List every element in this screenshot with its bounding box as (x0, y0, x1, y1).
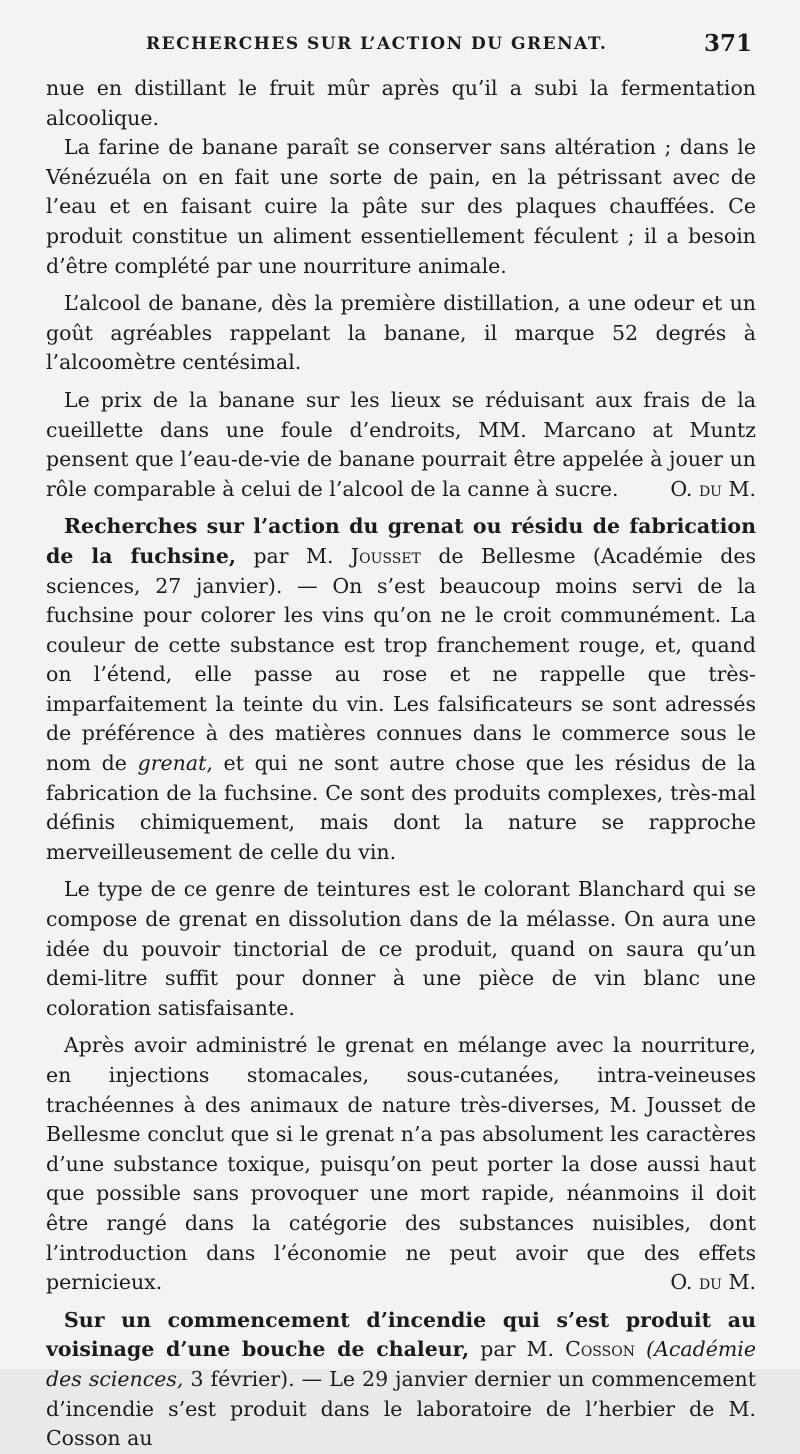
paragraph-banana-flour: La farine de banane paraît se conserver sans altération ; dans le Vénézuéla on en fait une sorte de pain, en la pétrissant avec de l’eau et en faisant cuire la pâte sur des plaques chauffées. Ce produit constitue un aliment essentiellement féculent ; il a besoin d’être complété par une nourriture animale. (46, 135, 756, 278)
paragraph-banana-alcohol: L’alcool de banane, dès la première distillation, a une odeur et un goût agréables rappelant la banane, il marque 52 degrés à l’alcoomètre centésimal. (46, 291, 756, 375)
paragraph-colorant: Le type de ce genre de teintures est le colorant Blanchard qui se compose de grenat en dissolution dans de la mélasse. On aura une idée du pouvoir tinctorial de ce produit, quand on saura qu’un demi-litre suffit pour donner à une pièce de vin blanc une coloration satisfaisante. (46, 877, 756, 1020)
article-byline-prefix: par M. (253, 543, 334, 568)
paragraph-text: Le prix de la banane sur les lieux se réduisant aux frais de la cueillette dans une foule d’endroits, MM. Marcano at Muntz pensent que l’eau-de-vie de banane pourrait être appelée à jouer un rôle comparable à celui de l’alcool de la canne à sucre. (46, 387, 756, 501)
article-incendie (46, 1306, 756, 1454)
article-byline-rest: de Bellesme (Académie des sciences, 27 janvier). — (46, 543, 756, 598)
signature: O. du M. (670, 476, 756, 501)
paragraph-banana-price (46, 386, 756, 504)
article-date: 3 février). — (190, 1366, 323, 1391)
page-header (48, 30, 752, 66)
paragraph-text: Après avoir administré le grenat en mélange avec la nourriture, en injections stomacales, sous-cutanées, intra-veineuses trachéennes à des animaux de nature très-diverses, M. Jousset de Bellesme conclut que si le grenat n’a pas absolument les caractères d’une substance toxique, puisqu’on peut porter la dose aussi haut que possible sans provoquer une mort rapide, néanmoins il doit être rangé dans la catégorie des substances nuisibles, dont l’introduction dans l’économie ne peut avoir que des effets pernicieux. (46, 1033, 756, 1295)
article-text: Le 29 janvier dernier un commencement d’incendie s’est produit dans le laboratoire de l’herbier de M. Cosson au (46, 1366, 756, 1451)
page-body (46, 74, 756, 1454)
article-text-continued: , et qui ne sont autre chose que les résidus de la fabrication de la fuchsine. Ce sont des produits complexes, très-mal définis chimiquement, mais dont la nature se rapproche merveilleusement de celle du vin. (46, 751, 756, 864)
paragraph-conclusion (46, 1031, 756, 1297)
article-term: grenat (137, 751, 207, 776)
article-text: On s’est beaucoup moins servi de la fuchsine pour colorer les vins qu’on ne le croit communément. La couleur de cette substance est trop franchement rouge, et, quand on l’étend, elle passe au rose et ne rappelle que très-imparfaitement la teinte du vin. Les falsificateurs se sont adressés de préférence à des matières connues dans le commerce sous le nom de (46, 573, 756, 776)
article-source: (Académie des sciences, (46, 1337, 756, 1391)
paragraph-continuation: nue en distillant le fruit mûr après qu’il a subi la fermentation alcoolique. (46, 76, 756, 130)
page-number: 371 (703, 30, 752, 57)
article-author: Cosson (565, 1337, 635, 1362)
article-byline-prefix: par M. (480, 1337, 555, 1362)
signature: O. du M. (670, 1270, 756, 1295)
article-title: Recherches sur l’action du grenat ou résidu de fabrication de la fuchsine, (46, 514, 756, 568)
article-title: Sur un commencement d’incendie qui s’est produit au voisinage d’une bouche de chaleur, (46, 1307, 756, 1362)
running-title: RECHERCHES SUR L’ACTION DU GRENAT. (146, 34, 608, 54)
article-grenat (46, 512, 756, 867)
article-author: Jousset (350, 543, 421, 568)
